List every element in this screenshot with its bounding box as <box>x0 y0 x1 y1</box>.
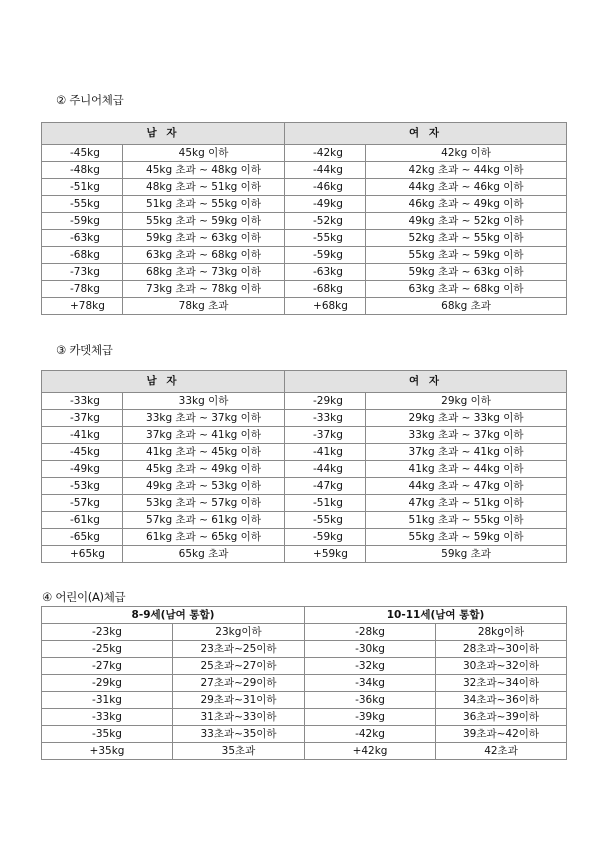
female-weight-range: 39초과~42이하 <box>436 726 567 743</box>
female-weight-class: -46kg <box>285 179 366 196</box>
female-weight-class: -55kg <box>285 230 366 247</box>
table-row <box>42 692 567 709</box>
table-row <box>42 546 567 563</box>
male-weight-class: -45kg <box>42 444 123 461</box>
female-weight-class: -42kg <box>285 145 366 162</box>
table-row <box>42 264 567 281</box>
male-weight-range: 48kg 초과 ~ 51kg 이하 <box>123 179 285 196</box>
male-weight-class: -65kg <box>42 529 123 546</box>
female-weight-range: 47kg 초과 ~ 51kg 이하 <box>366 495 567 512</box>
female-weight-class: -29kg <box>285 393 366 410</box>
male-weight-class: -78kg <box>42 281 123 298</box>
table-row <box>42 709 567 726</box>
female-weight-range: 52kg 초과 ~ 55kg 이하 <box>366 230 567 247</box>
female-weight-range: 44kg 초과 ~ 46kg 이하 <box>366 179 567 196</box>
table-header-row <box>42 123 567 145</box>
male-weight-range: 78kg 초과 <box>123 298 285 315</box>
female-weight-class: -32kg <box>305 658 436 675</box>
female-weight-class: -39kg <box>305 709 436 726</box>
female-weight-class: -33kg <box>285 410 366 427</box>
table-header-row <box>42 371 567 393</box>
female-weight-range: 55kg 초과 ~ 59kg 이하 <box>366 247 567 264</box>
female-weight-range: 59kg 초과 ~ 63kg 이하 <box>366 264 567 281</box>
table-row <box>42 213 567 230</box>
female-weight-class: -36kg <box>305 692 436 709</box>
male-weight-class: -49kg <box>42 461 123 478</box>
male-weight-range: 63kg 초과 ~ 68kg 이하 <box>123 247 285 264</box>
male-weight-class: -33kg <box>42 393 123 410</box>
male-weight-range: 73kg 초과 ~ 78kg 이하 <box>123 281 285 298</box>
table-row <box>42 726 567 743</box>
female-weight-range: 49kg 초과 ~ 52kg 이하 <box>366 213 567 230</box>
male-weight-range: 68kg 초과 ~ 73kg 이하 <box>123 264 285 281</box>
male-weight-class: -57kg <box>42 495 123 512</box>
age-10-11-header: 10-11세(남여 통합) <box>305 607 567 624</box>
female-weight-class: -44kg <box>285 461 366 478</box>
table-row <box>42 641 567 658</box>
child-weight-table <box>41 606 567 760</box>
junior-weight-table <box>41 122 567 315</box>
table-row <box>42 495 567 512</box>
female-weight-class: -49kg <box>285 196 366 213</box>
female-weight-range: 42kg 이하 <box>366 145 567 162</box>
female-weight-range: 68kg 초과 <box>366 298 567 315</box>
female-weight-class: -44kg <box>285 162 366 179</box>
male-weight-range: 45kg 초과 ~ 48kg 이하 <box>123 162 285 179</box>
table-row <box>42 529 567 546</box>
male-weight-class: +35kg <box>42 743 173 760</box>
female-header: 여 자 <box>285 371 567 393</box>
male-weight-class: -23kg <box>42 624 173 641</box>
male-weight-class: -29kg <box>42 675 173 692</box>
male-weight-range: 23초과~25이하 <box>173 641 305 658</box>
junior-section-title: ② 주니어체급 <box>56 93 124 107</box>
male-weight-range: 53kg 초과 ~ 57kg 이하 <box>123 495 285 512</box>
table-row <box>42 298 567 315</box>
male-weight-range: 37kg 초과 ~ 41kg 이하 <box>123 427 285 444</box>
male-weight-class: -27kg <box>42 658 173 675</box>
female-weight-range: 42kg 초과 ~ 44kg 이하 <box>366 162 567 179</box>
male-weight-range: 41kg 초과 ~ 45kg 이하 <box>123 444 285 461</box>
female-weight-class: -37kg <box>285 427 366 444</box>
female-weight-class: +42kg <box>305 743 436 760</box>
male-weight-range: 33초과~35이하 <box>173 726 305 743</box>
male-weight-range: 55kg 초과 ~ 59kg 이하 <box>123 213 285 230</box>
male-header: 남 자 <box>42 371 285 393</box>
female-weight-class: +68kg <box>285 298 366 315</box>
female-weight-range: 28kg이하 <box>436 624 567 641</box>
female-weight-range: 41kg 초과 ~ 44kg 이하 <box>366 461 567 478</box>
male-weight-class: -73kg <box>42 264 123 281</box>
table-row <box>42 410 567 427</box>
female-weight-class: -42kg <box>305 726 436 743</box>
female-weight-range: 63kg 초과 ~ 68kg 이하 <box>366 281 567 298</box>
male-weight-range: 33kg 이하 <box>123 393 285 410</box>
female-weight-range: 51kg 초과 ~ 55kg 이하 <box>366 512 567 529</box>
table-row <box>42 230 567 247</box>
table-row <box>42 247 567 264</box>
male-weight-range: 51kg 초과 ~ 55kg 이하 <box>123 196 285 213</box>
male-weight-class: -37kg <box>42 410 123 427</box>
male-weight-range: 65kg 초과 <box>123 546 285 563</box>
female-weight-range: 30초과~32이하 <box>436 658 567 675</box>
male-weight-class: -61kg <box>42 512 123 529</box>
male-weight-range: 31초과~33이하 <box>173 709 305 726</box>
female-weight-range: 42초과 <box>436 743 567 760</box>
male-header: 남 자 <box>42 123 285 145</box>
male-weight-class: -53kg <box>42 478 123 495</box>
female-weight-range: 29kg 이하 <box>366 393 567 410</box>
female-weight-class: -34kg <box>305 675 436 692</box>
male-weight-range: 45kg 이하 <box>123 145 285 162</box>
male-weight-class: -63kg <box>42 230 123 247</box>
male-weight-class: -68kg <box>42 247 123 264</box>
female-weight-class: -28kg <box>305 624 436 641</box>
female-weight-class: -68kg <box>285 281 366 298</box>
female-weight-class: -51kg <box>285 495 366 512</box>
male-weight-class: -51kg <box>42 179 123 196</box>
male-weight-range: 33kg 초과 ~ 37kg 이하 <box>123 410 285 427</box>
table-row <box>42 512 567 529</box>
male-weight-range: 45kg 초과 ~ 49kg 이하 <box>123 461 285 478</box>
male-weight-range: 61kg 초과 ~ 65kg 이하 <box>123 529 285 546</box>
table-row <box>42 461 567 478</box>
female-weight-range: 34초과~36이하 <box>436 692 567 709</box>
cadet-weight-table <box>41 370 567 563</box>
cadet-section-title: ③ 카뎃체급 <box>56 343 113 357</box>
female-weight-class: -63kg <box>285 264 366 281</box>
male-weight-class: +65kg <box>42 546 123 563</box>
female-weight-range: 36초과~39이하 <box>436 709 567 726</box>
male-weight-class: -48kg <box>42 162 123 179</box>
table-row <box>42 393 567 410</box>
female-weight-range: 29kg 초과 ~ 33kg 이하 <box>366 410 567 427</box>
male-weight-class: -45kg <box>42 145 123 162</box>
female-weight-class: -55kg <box>285 512 366 529</box>
male-weight-class: -55kg <box>42 196 123 213</box>
female-weight-range: 32초과~34이하 <box>436 675 567 692</box>
female-weight-range: 59kg 초과 <box>366 546 567 563</box>
male-weight-range: 49kg 초과 ~ 53kg 이하 <box>123 478 285 495</box>
male-weight-range: 25초과~27이하 <box>173 658 305 675</box>
female-weight-range: 28초과~30이하 <box>436 641 567 658</box>
female-weight-class: -59kg <box>285 247 366 264</box>
female-weight-range: 33kg 초과 ~ 37kg 이하 <box>366 427 567 444</box>
female-header: 여 자 <box>285 123 567 145</box>
table-row <box>42 281 567 298</box>
male-weight-range: 35초과 <box>173 743 305 760</box>
male-weight-class: -41kg <box>42 427 123 444</box>
child-section-title: ④ 어린이(A)체급 <box>42 590 126 604</box>
male-weight-range: 59kg 초과 ~ 63kg 이하 <box>123 230 285 247</box>
male-weight-range: 57kg 초과 ~ 61kg 이하 <box>123 512 285 529</box>
male-weight-class: +78kg <box>42 298 123 315</box>
table-header-row <box>42 607 567 624</box>
table-row <box>42 444 567 461</box>
male-weight-class: -33kg <box>42 709 173 726</box>
female-weight-range: 46kg 초과 ~ 49kg 이하 <box>366 196 567 213</box>
female-weight-class: -52kg <box>285 213 366 230</box>
male-weight-range: 29초과~31이하 <box>173 692 305 709</box>
table-row <box>42 624 567 641</box>
male-weight-class: -25kg <box>42 641 173 658</box>
table-row <box>42 658 567 675</box>
table-row <box>42 478 567 495</box>
table-row <box>42 196 567 213</box>
male-weight-range: 23kg이하 <box>173 624 305 641</box>
female-weight-range: 55kg 초과 ~ 59kg 이하 <box>366 529 567 546</box>
table-row <box>42 743 567 760</box>
male-weight-class: -35kg <box>42 726 173 743</box>
male-weight-range: 27초과~29이하 <box>173 675 305 692</box>
female-weight-range: 37kg 초과 ~ 41kg 이하 <box>366 444 567 461</box>
female-weight-class: -30kg <box>305 641 436 658</box>
female-weight-class: -59kg <box>285 529 366 546</box>
female-weight-class: -41kg <box>285 444 366 461</box>
table-row <box>42 675 567 692</box>
female-weight-range: 44kg 초과 ~ 47kg 이하 <box>366 478 567 495</box>
male-weight-class: -59kg <box>42 213 123 230</box>
age-8-9-header: 8-9세(남여 통합) <box>42 607 305 624</box>
table-row <box>42 162 567 179</box>
male-weight-class: -31kg <box>42 692 173 709</box>
female-weight-class: -47kg <box>285 478 366 495</box>
table-row <box>42 145 567 162</box>
female-weight-class: +59kg <box>285 546 366 563</box>
table-row <box>42 427 567 444</box>
table-row <box>42 179 567 196</box>
